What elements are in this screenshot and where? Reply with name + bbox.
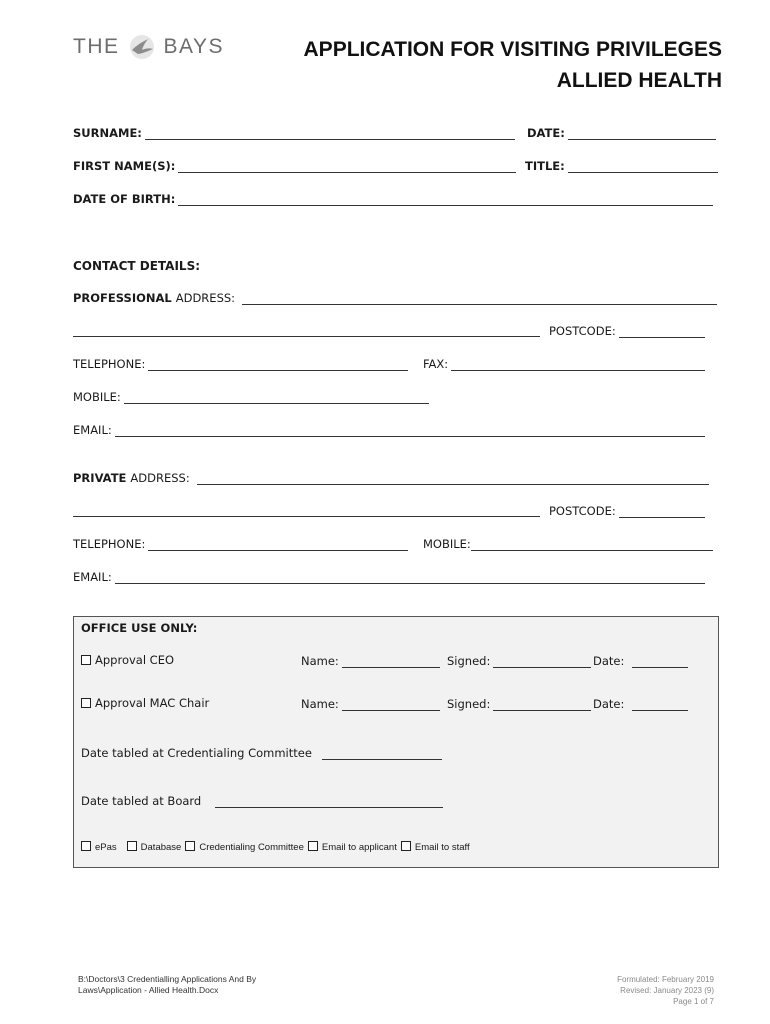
- private-address-line-2[interactable]: [73, 504, 540, 517]
- tabled-committee-field[interactable]: [81, 746, 442, 760]
- ceo-date-field[interactable]: [593, 654, 688, 668]
- professional-address-label: ADDRESS:: [175, 291, 236, 305]
- fax-label: FAX:: [423, 357, 449, 371]
- private-postcode-line[interactable]: [619, 505, 705, 518]
- checkbox-icon[interactable]: [127, 841, 137, 851]
- title-label: TITLE:: [525, 159, 565, 173]
- private-telephone-line[interactable]: [148, 538, 408, 551]
- office-use-heading: OFFICE USE ONLY:: [81, 621, 198, 635]
- ceo-signed-field[interactable]: [447, 654, 591, 668]
- footer-path-line-2: Laws\Application - Allied Health.Docx: [78, 985, 219, 995]
- logo-text-the: THE: [73, 35, 120, 58]
- ceo-date-line[interactable]: [632, 655, 688, 668]
- private-telephone-field[interactable]: [73, 537, 408, 551]
- tabled-board-label: Date tabled at Board: [81, 794, 202, 808]
- logo-text-bays: BAYS: [163, 35, 224, 58]
- checkbox-icon[interactable]: [185, 841, 195, 851]
- private-telephone-label: TELEPHONE:: [73, 537, 146, 551]
- mobile-label: MOBILE:: [73, 390, 121, 404]
- professional-postcode-field[interactable]: [549, 324, 705, 338]
- ceo-signed-label: Signed:: [447, 654, 491, 668]
- footer-revised: Revised: January 2023 (9): [620, 986, 714, 995]
- checkbox-icon[interactable]: [81, 655, 91, 665]
- mac-date-field[interactable]: [593, 697, 688, 711]
- date-field[interactable]: [527, 126, 716, 140]
- date-line[interactable]: [568, 127, 716, 140]
- check-credentialing-committee[interactable]: Credentialing Committee: [185, 841, 304, 853]
- footer-file-path: [78, 974, 256, 996]
- mac-name-label: Name:: [301, 697, 339, 711]
- footer-revision-info: [617, 974, 714, 1007]
- mac-date-line[interactable]: [632, 698, 688, 711]
- private-mobile-line[interactable]: [471, 538, 713, 551]
- postcode-line[interactable]: [619, 325, 705, 338]
- private-email-label: EMAIL:: [73, 570, 112, 584]
- email-field[interactable]: [73, 423, 705, 437]
- private-address-field[interactable]: [73, 471, 709, 485]
- first-names-label: FIRST NAME(S):: [73, 159, 176, 173]
- logo: [73, 34, 224, 60]
- footer-page-number: Page 1 of 7: [673, 997, 714, 1006]
- professional-address-line[interactable]: [242, 292, 717, 305]
- fax-field[interactable]: [423, 357, 705, 371]
- approval-mac-checkbox[interactable]: [81, 696, 209, 710]
- mac-name-field[interactable]: [301, 697, 440, 711]
- mac-name-line[interactable]: [342, 698, 440, 711]
- mobile-line[interactable]: [124, 391, 429, 404]
- dob-field[interactable]: [73, 192, 713, 206]
- document-title: [304, 34, 722, 96]
- approval-ceo-checkbox[interactable]: [81, 653, 174, 667]
- private-address-label: ADDRESS:: [130, 471, 190, 485]
- private-mobile-label: MOBILE:: [423, 537, 471, 551]
- check-email-applicant[interactable]: Email to applicant: [308, 841, 397, 853]
- postcode-label: POSTCODE:: [549, 324, 616, 338]
- private-label-bold: PRIVATE: [73, 471, 127, 485]
- ceo-name-field[interactable]: [301, 654, 440, 668]
- checkbox-icon[interactable]: [81, 841, 91, 851]
- title-line[interactable]: [568, 160, 718, 173]
- check-email-staff[interactable]: Email to staff: [401, 841, 470, 853]
- title-field[interactable]: [525, 159, 718, 173]
- private-postcode-field[interactable]: [549, 504, 705, 518]
- surname-line[interactable]: [145, 127, 515, 140]
- title-line-2: ALLIED HEALTH: [556, 69, 722, 92]
- approval-ceo-label: Approval CEO: [95, 653, 175, 667]
- private-email-field[interactable]: [73, 570, 705, 584]
- office-use-box: [73, 616, 719, 868]
- approval-mac-label: Approval MAC Chair: [95, 696, 210, 710]
- surname-label: SURNAME:: [73, 126, 142, 140]
- checkbox-icon[interactable]: [308, 841, 318, 851]
- contact-details-heading: CONTACT DETAILS:: [73, 259, 201, 273]
- date-label: DATE:: [527, 126, 565, 140]
- telephone-field[interactable]: [73, 357, 408, 371]
- footer-path-line-1: B:\Doctors\3 Credentialling Applications And By: [78, 974, 257, 984]
- mac-date-label: Date:: [593, 697, 625, 711]
- private-address-line[interactable]: [197, 472, 709, 485]
- ceo-date-label: Date:: [593, 654, 625, 668]
- email-label: EMAIL:: [73, 423, 112, 437]
- surname-field[interactable]: [73, 126, 515, 140]
- private-postcode-label: POSTCODE:: [549, 504, 616, 518]
- bird-logo-icon: [126, 34, 158, 60]
- tabled-board-field[interactable]: [81, 794, 443, 808]
- first-names-field[interactable]: [73, 159, 516, 173]
- check-database[interactable]: Database: [127, 841, 182, 853]
- mac-signed-label: Signed:: [447, 697, 491, 711]
- mac-signed-field[interactable]: [447, 697, 591, 711]
- ceo-name-line[interactable]: [342, 655, 440, 668]
- mac-signed-line[interactable]: [493, 698, 591, 711]
- fax-line[interactable]: [451, 358, 705, 371]
- private-address-line2-field[interactable]: [73, 504, 540, 517]
- mobile-field[interactable]: [73, 390, 429, 404]
- ceo-name-label: Name:: [301, 654, 339, 668]
- professional-address-field[interactable]: [73, 291, 717, 305]
- first-names-line[interactable]: [178, 160, 516, 173]
- professional-label-bold: PROFESSIONAL: [73, 291, 172, 305]
- checkbox-icon[interactable]: [401, 841, 411, 851]
- private-email-line[interactable]: [115, 571, 705, 584]
- telephone-label: TELEPHONE:: [73, 357, 146, 371]
- tabled-committee-line[interactable]: [322, 747, 442, 760]
- tabled-board-line[interactable]: [215, 795, 443, 808]
- title-line-1: APPLICATION FOR VISITING PRIVILEGES: [303, 38, 722, 61]
- professional-address-line2-field[interactable]: [73, 324, 540, 337]
- professional-address-line-2[interactable]: [73, 324, 540, 337]
- tabled-committee-label: Date tabled at Credentialing Committee: [81, 746, 312, 760]
- checklist-row: [81, 841, 470, 853]
- dob-label: DATE OF BIRTH:: [73, 192, 176, 206]
- check-epas[interactable]: ePas: [81, 841, 117, 853]
- private-mobile-field[interactable]: [423, 537, 713, 551]
- email-line[interactable]: [115, 424, 705, 437]
- telephone-line[interactable]: [148, 358, 408, 371]
- footer-formulated: Formulated: February 2019: [617, 975, 714, 984]
- checkbox-icon[interactable]: [81, 698, 91, 708]
- ceo-signed-line[interactable]: [493, 655, 591, 668]
- dob-line[interactable]: [178, 193, 713, 206]
